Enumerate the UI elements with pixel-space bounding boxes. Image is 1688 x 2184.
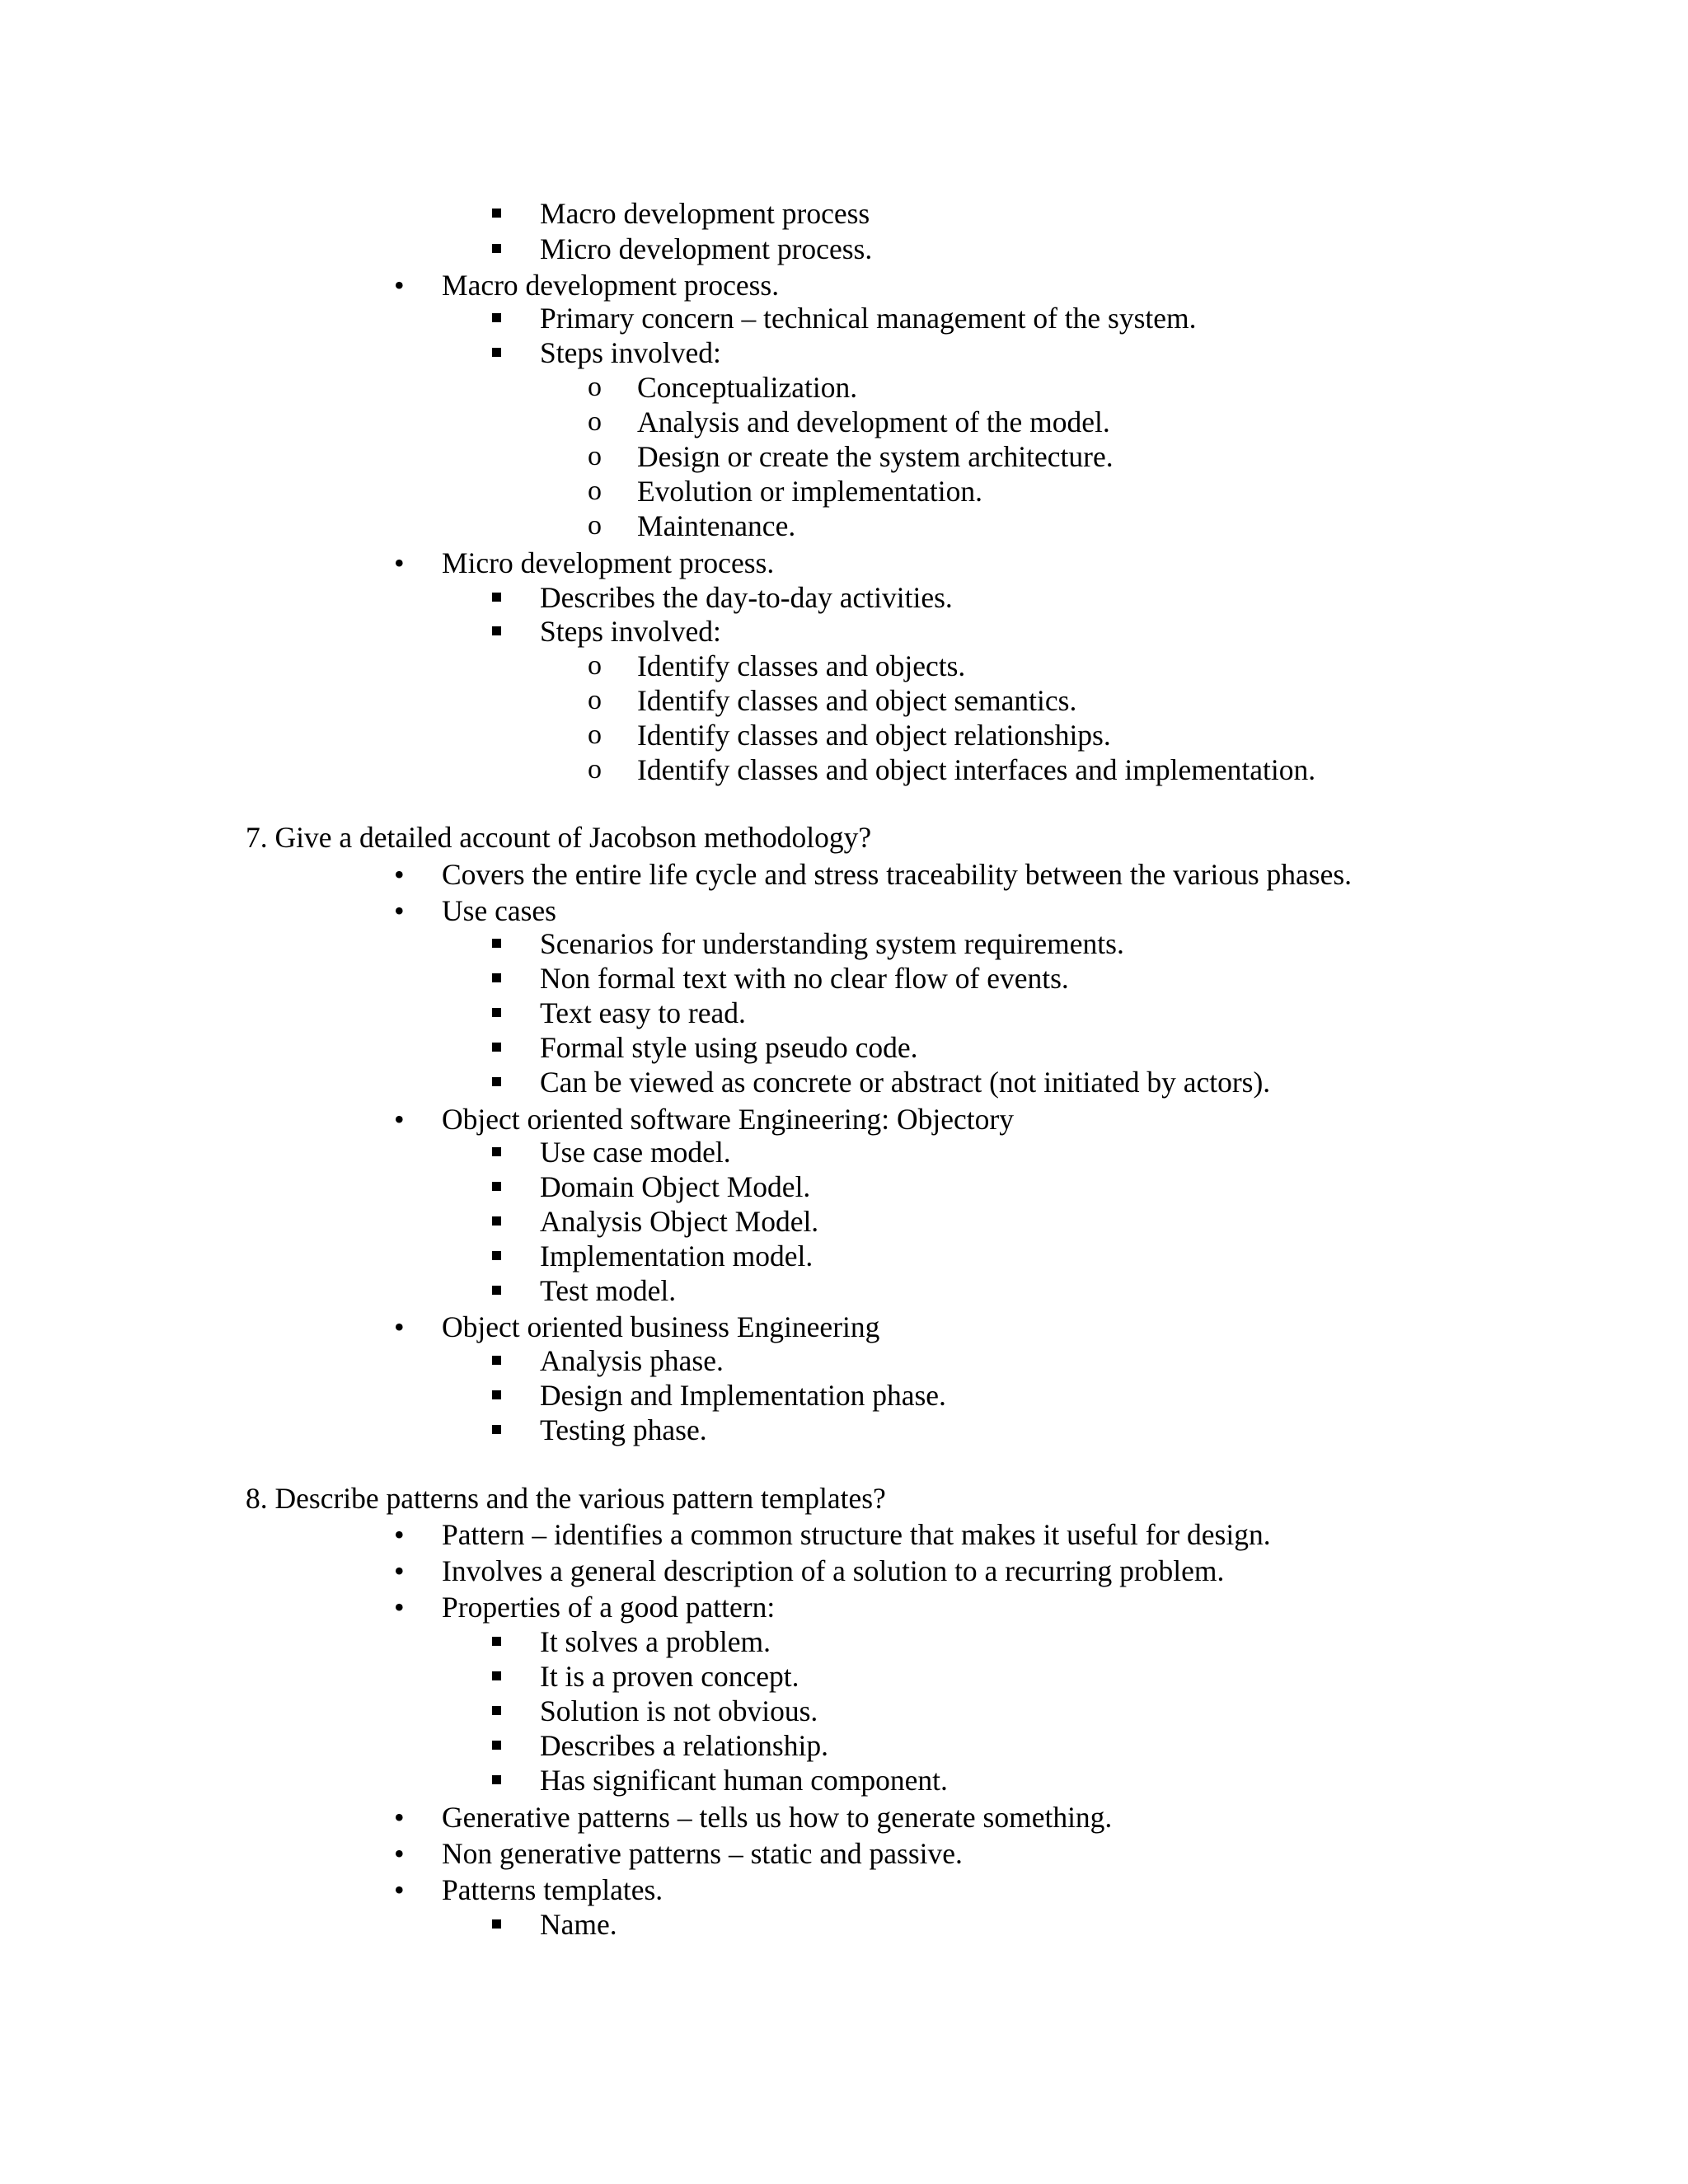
- bullet-icon: •: [394, 1837, 405, 1870]
- circle-bullet-icon: o: [588, 719, 602, 750]
- square-bullet-icon: [492, 1030, 501, 1065]
- bullet-icon: •: [394, 1103, 405, 1136]
- square-bullet-icon: [492, 1204, 501, 1239]
- bullet-icon: •: [394, 1518, 405, 1551]
- square-bullet-icon: [492, 580, 501, 615]
- bullet-icon: •: [394, 894, 405, 927]
- square-bullet-icon: [492, 1239, 501, 1273]
- square-bullet-icon: [492, 1343, 501, 1378]
- document-page: Macro development process Micro development process. • Macro development process. Primary concern – technical management of the system. Steps involved: o Conceptualization. o Analysis and development of the model. o Design or create the system architecture. o Evolution or implementation. o Maintenance. • Micro development process. Describes the day-to-day activities. Steps involved: o Identify classes and objects. o Identify classes and object semantics. o Identify classes and object relationships. o Identify classes and object interfaces and implementation. 7. Give a detailed account of Jacobson methodology? • Covers the entire life cycle and stress traceability between the various phases. • Use cases Scenarios for understanding system requirements. Non formal text with no clear flow of events. Text easy to read. Formal style using pseudo code. Can be viewed as concrete or abstract (not initiated by actors). • Object oriented software Engineering: Objectory Use case model. Domain Object Model. Analysis Object Model. Implementation model. Test model. • Object oriented business Engineering Analysis phase. Design and Implementation phase. Testing phase. 8. Describe patterns and the various pattern templates? • Pattern – identifies a common structure that makes it useful for design. • Involves a general description of a solution to a recurring problem. • Properties of a good pattern: It solves a problem. It is a proven concept. Solution is not obvious. Describes a relationship. Has significant human component. • Generative patterns – tells us how to generate something. • Non generative patterns – static and passive. • Patterns templates. Name.: [0, 0, 1688, 2184]
- circle-bullet-icon: o: [588, 476, 602, 506]
- square-bullet-icon: [492, 614, 501, 649]
- circle-bullet-icon: o: [588, 685, 602, 715]
- square-bullet-icon: [492, 232, 501, 266]
- bullet-icon: •: [394, 546, 405, 579]
- square-bullet-icon: [492, 1169, 501, 1204]
- bullet-icon: •: [394, 1873, 405, 1906]
- square-bullet-icon: [492, 1728, 501, 1763]
- circle-bullet-icon: o: [588, 406, 602, 437]
- square-bullet-icon: [492, 1378, 501, 1413]
- square-bullet-icon: [492, 1659, 501, 1694]
- square-bullet-icon: [492, 1763, 501, 1797]
- circle-bullet-icon: o: [588, 650, 602, 681]
- square-bullet-icon: [492, 1273, 501, 1308]
- bullet-icon: •: [394, 858, 405, 891]
- square-bullet-icon: [492, 301, 501, 335]
- bullet-icon: •: [394, 269, 405, 302]
- bullet-icon: •: [394, 1554, 405, 1587]
- circle-bullet-icon: o: [588, 372, 602, 402]
- square-bullet-icon: [492, 926, 501, 961]
- circle-bullet-icon: o: [588, 441, 602, 471]
- square-bullet-icon: [492, 996, 501, 1030]
- square-bullet-icon: [492, 1135, 501, 1169]
- square-bullet-icon: [492, 961, 501, 996]
- bullet-icon: •: [394, 1801, 405, 1834]
- square-bullet-icon: [492, 1907, 501, 1942]
- square-bullet-icon: [492, 196, 501, 231]
- bullet-icon: •: [394, 1591, 405, 1624]
- bullet-icon: •: [394, 1310, 405, 1343]
- square-bullet-icon: [492, 335, 501, 370]
- square-bullet-icon: [492, 1413, 501, 1447]
- square-bullet-icon: [492, 1065, 501, 1099]
- square-bullet-icon: [492, 1624, 501, 1659]
- circle-bullet-icon: o: [588, 510, 602, 541]
- circle-bullet-icon: o: [588, 754, 602, 785]
- square-bullet-icon: [492, 1694, 501, 1728]
